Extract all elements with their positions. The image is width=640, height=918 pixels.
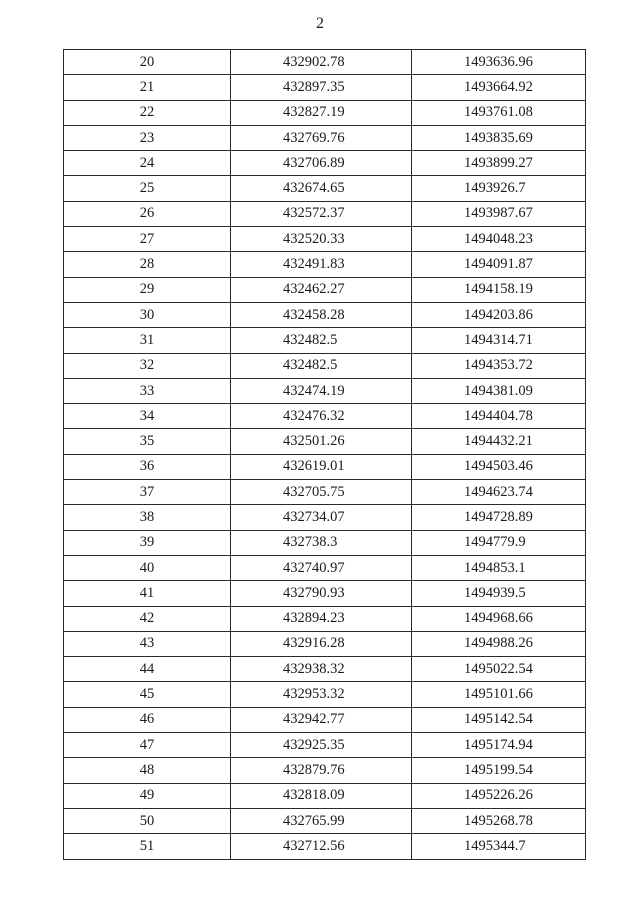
point-number-cell: 24 [64,151,231,176]
table-row [64,151,586,176]
table-row [64,429,586,454]
y-coordinate-cell: 1493835.69 [412,125,586,150]
point-number-cell: 22 [64,100,231,125]
point-number-cell: 31 [64,328,231,353]
y-coordinate-cell: 1494853.1 [412,555,586,580]
x-coordinate-cell: 432938.32 [231,657,412,682]
x-coordinate-cell: 432474.19 [231,378,412,403]
x-coordinate-cell: 432482.5 [231,328,412,353]
table-row [64,100,586,125]
point-number-cell: 44 [64,657,231,682]
y-coordinate-cell: 1495226.26 [412,783,586,808]
x-coordinate-cell: 432769.76 [231,125,412,150]
x-coordinate-cell: 432765.99 [231,808,412,833]
point-number-cell: 51 [64,834,231,859]
table-row [64,606,586,631]
y-coordinate-cell: 1494623.74 [412,480,586,505]
point-number-cell: 45 [64,682,231,707]
table-row [64,353,586,378]
table-row [64,631,586,656]
table-row [64,404,586,429]
y-coordinate-cell: 1494728.89 [412,505,586,530]
x-coordinate-cell: 432925.35 [231,733,412,758]
point-number-cell: 47 [64,733,231,758]
point-number-cell: 25 [64,176,231,201]
table-row [64,808,586,833]
table-row [64,581,586,606]
x-coordinate-cell: 432916.28 [231,631,412,656]
x-coordinate-cell: 432458.28 [231,302,412,327]
table-row [64,125,586,150]
x-coordinate-cell: 432879.76 [231,758,412,783]
point-number-cell: 30 [64,302,231,327]
table-row [64,378,586,403]
x-coordinate-cell: 432818.09 [231,783,412,808]
y-coordinate-cell: 1493987.67 [412,201,586,226]
table-row [64,707,586,732]
point-number-cell: 46 [64,707,231,732]
table-row [64,75,586,100]
y-coordinate-cell: 1494091.87 [412,252,586,277]
x-coordinate-cell: 432674.65 [231,176,412,201]
x-coordinate-cell: 432705.75 [231,480,412,505]
y-coordinate-cell: 1495344.7 [412,834,586,859]
table-row [64,50,586,75]
point-number-cell: 40 [64,555,231,580]
point-number-cell: 48 [64,758,231,783]
x-coordinate-cell: 432712.56 [231,834,412,859]
y-coordinate-cell: 1493636.96 [412,50,586,75]
y-coordinate-cell: 1494203.86 [412,302,586,327]
y-coordinate-cell: 1494988.26 [412,631,586,656]
point-number-cell: 29 [64,277,231,302]
x-coordinate-cell: 432619.01 [231,454,412,479]
y-coordinate-cell: 1494404.78 [412,404,586,429]
x-coordinate-cell: 432790.93 [231,581,412,606]
table-row [64,454,586,479]
table-row [64,302,586,327]
table-row [64,783,586,808]
point-number-cell: 21 [64,75,231,100]
table-row [64,328,586,353]
y-coordinate-cell: 1493761.08 [412,100,586,125]
x-coordinate-cell: 432902.78 [231,50,412,75]
y-coordinate-cell: 1494939.5 [412,581,586,606]
table-row [64,555,586,580]
table-row [64,733,586,758]
x-coordinate-cell: 432482.5 [231,353,412,378]
point-number-cell: 32 [64,353,231,378]
table-row [64,227,586,252]
x-coordinate-cell: 432462.27 [231,277,412,302]
y-coordinate-cell: 1494158.19 [412,277,586,302]
y-coordinate-cell: 1493899.27 [412,151,586,176]
x-coordinate-cell: 432572.37 [231,201,412,226]
y-coordinate-cell: 1495199.54 [412,758,586,783]
table-row [64,682,586,707]
y-coordinate-cell: 1493664.92 [412,75,586,100]
y-coordinate-cell: 1494381.09 [412,378,586,403]
y-coordinate-cell: 1493926.7 [412,176,586,201]
point-number-cell: 20 [64,50,231,75]
table-row [64,252,586,277]
y-coordinate-cell: 1494779.9 [412,530,586,555]
y-coordinate-cell: 1495174.94 [412,733,586,758]
point-number-cell: 23 [64,125,231,150]
x-coordinate-cell: 432953.32 [231,682,412,707]
y-coordinate-cell: 1494503.46 [412,454,586,479]
x-coordinate-cell: 432897.35 [231,75,412,100]
point-number-cell: 43 [64,631,231,656]
y-coordinate-cell: 1494432.21 [412,429,586,454]
point-number-cell: 49 [64,783,231,808]
table-row [64,176,586,201]
y-coordinate-cell: 1494314.71 [412,328,586,353]
y-coordinate-cell: 1494353.72 [412,353,586,378]
x-coordinate-cell: 432942.77 [231,707,412,732]
x-coordinate-cell: 432520.33 [231,227,412,252]
x-coordinate-cell: 432738.3 [231,530,412,555]
point-number-cell: 26 [64,201,231,226]
table-row [64,530,586,555]
point-number-cell: 38 [64,505,231,530]
x-coordinate-cell: 432740.97 [231,555,412,580]
point-number-cell: 50 [64,808,231,833]
y-coordinate-cell: 1494968.66 [412,606,586,631]
point-number-cell: 39 [64,530,231,555]
table-row [64,505,586,530]
x-coordinate-cell: 432827.19 [231,100,412,125]
page-number: 2 [316,15,324,32]
table-row [64,480,586,505]
table-row [64,758,586,783]
x-coordinate-cell: 432734.07 [231,505,412,530]
point-number-cell: 27 [64,227,231,252]
y-coordinate-cell: 1495142.54 [412,707,586,732]
x-coordinate-cell: 432706.89 [231,151,412,176]
point-number-cell: 28 [64,252,231,277]
point-number-cell: 33 [64,378,231,403]
table-row [64,277,586,302]
coordinates-table-body [64,50,586,860]
y-coordinate-cell: 1495268.78 [412,808,586,833]
point-number-cell: 36 [64,454,231,479]
point-number-cell: 42 [64,606,231,631]
y-coordinate-cell: 1494048.23 [412,227,586,252]
x-coordinate-cell: 432491.83 [231,252,412,277]
coordinates-table [63,49,586,860]
y-coordinate-cell: 1495022.54 [412,657,586,682]
table-row [64,834,586,859]
x-coordinate-cell: 432894.23 [231,606,412,631]
x-coordinate-cell: 432501.26 [231,429,412,454]
table-row [64,201,586,226]
table-row [64,657,586,682]
x-coordinate-cell: 432476.32 [231,404,412,429]
y-coordinate-cell: 1495101.66 [412,682,586,707]
point-number-cell: 37 [64,480,231,505]
point-number-cell: 41 [64,581,231,606]
point-number-cell: 34 [64,404,231,429]
point-number-cell: 35 [64,429,231,454]
